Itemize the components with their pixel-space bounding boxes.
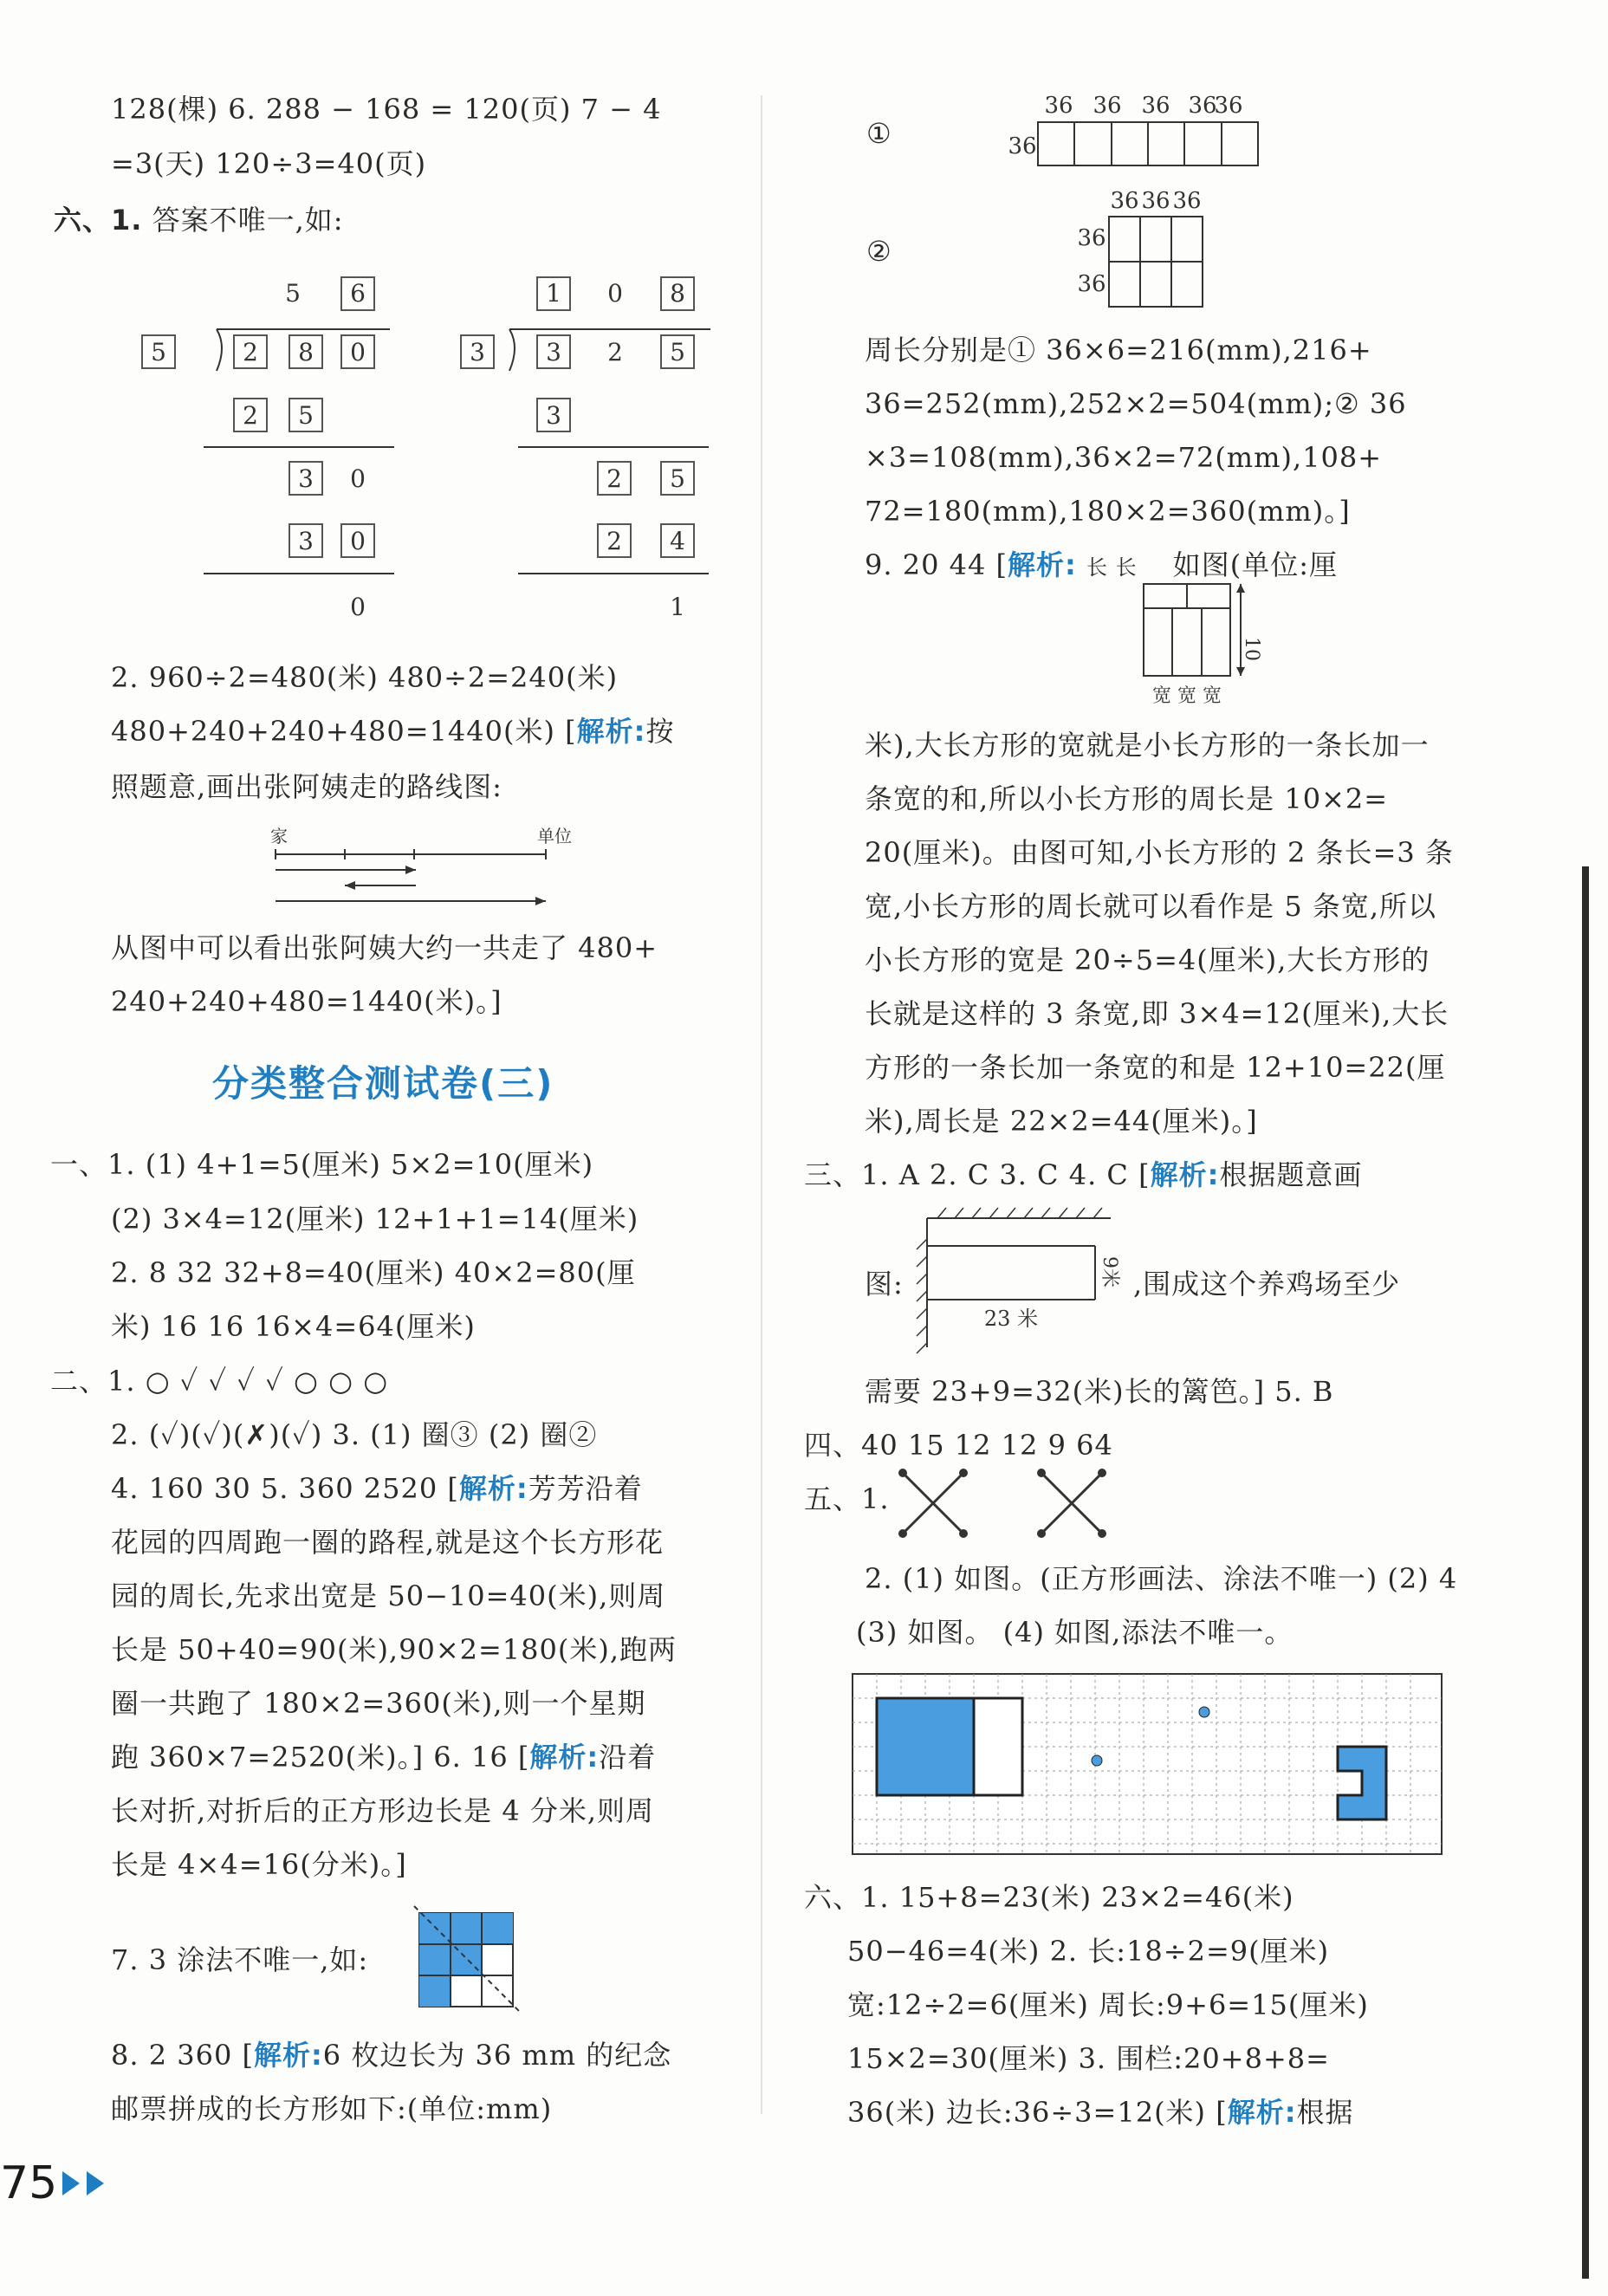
left-column: [0, 0, 780, 2296]
svg-text:36: 36: [1141, 188, 1170, 214]
divisor: 5: [151, 338, 166, 366]
svg-text:1: 1: [670, 593, 685, 621]
answer-line: 三、1. A 2. C 3. C 4. C [解析:根据题意画: [804, 1158, 1363, 1191]
answer-line: ×3=108(mm),36×2=72(mm),108+: [865, 441, 1383, 474]
svg-text:36: 36: [1044, 93, 1073, 119]
answer-line: 图:: [865, 1268, 904, 1300]
folded-square-figure: [414, 1906, 522, 2014]
svg-text:3: 3: [546, 401, 561, 430]
arrow-icon: [62, 2171, 80, 2195]
answer-line: 36(米) 边长:36÷3=12(米) [解析:根据: [847, 2096, 1354, 2129]
svg-text:36: 36: [1141, 93, 1170, 119]
svg-text:8: 8: [670, 279, 685, 308]
svg-text:4: 4: [670, 527, 685, 555]
svg-text:单位: 单位: [537, 826, 572, 846]
answer-line: 从图中可以看出张阿姨大约一共走了 480+: [111, 931, 658, 964]
svg-text:0: 0: [350, 593, 366, 621]
stamp-grid-figure: [1074, 187, 1213, 308]
answer-line: 长是 50+40=90(米),90×2=180(米),跑两: [111, 1633, 678, 1666]
svg-text:36: 36: [1110, 188, 1139, 214]
answer-line: 长就是这样的 3 条宽,即 3×4=12(厘米),大长: [865, 997, 1449, 1030]
answer-line: 宽,小长方形的周长就可以看作是 5 条宽,所以: [865, 890, 1437, 923]
svg-text:1: 1: [546, 279, 561, 308]
svg-text:5: 5: [670, 464, 685, 493]
figure-label: ②: [866, 235, 892, 268]
answer-line: 2. (1) 如图。(正方形画法、涂法不唯一) (2) 4: [865, 1562, 1458, 1595]
svg-text:0: 0: [607, 279, 623, 308]
answer-line: 7. 3 涂法不唯一,如:: [111, 1943, 369, 1976]
answer-line: ,围成这个养鸡场至少: [1133, 1268, 1401, 1300]
answer-line: 4. 160 30 5. 360 2520 [解析:芳芳沿着: [111, 1472, 643, 1505]
cross-figures: [894, 1464, 1119, 1542]
answer-line: 园的周长,先求出宽是 50−10=40(米),则周: [111, 1579, 666, 1612]
stamp-row-labels: [1126, 91, 1265, 122]
dividend-digit: 2: [243, 338, 258, 366]
analysis-label: 解析:: [458, 1472, 528, 1505]
answer-line: 六、1. 15+8=23(米) 23×2=46(米): [804, 1881, 1294, 1914]
rectangle-puzzle-figure: [1126, 572, 1262, 719]
analysis-label: 解析:: [1150, 1158, 1220, 1191]
svg-text:36: 36: [1008, 133, 1037, 159]
answer-line: 15×2=30(厘米) 3. 围栏:20+8+8=: [847, 2042, 1330, 2075]
svg-text:2: 2: [243, 401, 258, 430]
item-label: 六、1.: [54, 204, 143, 237]
svg-text:36: 36: [1093, 93, 1122, 119]
answer-line: 条宽的和,所以小长方形的周长是 10×2=: [865, 782, 1389, 815]
svg-text:23 米: 23 米: [983, 1307, 1039, 1331]
answer-line: 五、1.: [804, 1482, 890, 1515]
page-number: 75: [0, 2157, 58, 2209]
answer-line: 跑 360×7=2520(米)。] 6. 16 [解析:沿着: [111, 1741, 657, 1774]
arrow-icon: [87, 2171, 104, 2195]
answer-line: 2. 8 32 32+8=40(厘米) 40×2=80(厘: [111, 1256, 636, 1289]
svg-text:10: 10: [1241, 637, 1262, 661]
chicken-farm-figure: [903, 1204, 1119, 1352]
answer-line: (2) 3×4=12(厘米) 12+1+1=14(厘米): [111, 1203, 639, 1236]
answer-line: 长是 4×4=16(分米)。]: [111, 1848, 407, 1881]
answer-line: 米) 16 16 16×4=64(厘米): [111, 1310, 476, 1343]
answer-line: 20(厘米)。由图可知,小长方形的 2 条长=3 条: [865, 836, 1454, 869]
answer-line: 照题意,画出张阿姨走的路线图:: [111, 770, 502, 803]
svg-text:9米: 9米: [1099, 1256, 1120, 1287]
svg-text:36: 36: [1077, 271, 1106, 297]
answer-line: 小长方形的宽是 20÷5=4(厘米),大长方形的: [865, 944, 1430, 976]
long-division-1: [130, 260, 416, 641]
svg-text:2: 2: [606, 464, 622, 493]
svg-text:36: 36: [1172, 188, 1202, 214]
answer-line: 240+240+480=1440(米)。]: [111, 985, 502, 1018]
svg-text:宽 宽 宽: 宽 宽 宽: [1152, 685, 1222, 707]
svg-text:家: 家: [270, 826, 288, 846]
answer-line: 长对折,对折后的正方形边长是 4 分米,则周: [111, 1794, 655, 1827]
analysis-label: 解析:: [1227, 2096, 1297, 2129]
svg-text:36: 36: [1077, 225, 1106, 251]
svg-text:0: 0: [350, 527, 366, 555]
item-text: 答案不唯一,如:: [152, 204, 344, 237]
svg-text:2: 2: [607, 338, 623, 366]
section-title: 分类整合测试卷(三): [212, 1062, 554, 1105]
figure-label: ①: [866, 117, 892, 150]
quotient-digit: 6: [350, 279, 366, 308]
answer-line: 36=252(mm),252×2=504(mm);② 36: [865, 387, 1407, 420]
long-division-2: [451, 260, 736, 641]
answer-line: 周长分别是① 36×6=216(mm),216+: [865, 334, 1372, 366]
answer-line: 圈一共跑了 180×2=360(米),则一个星期: [111, 1687, 646, 1720]
answer-line: 50−46=4(米) 2. 长:18÷2=9(厘米): [847, 1935, 1330, 1968]
svg-text:2: 2: [606, 527, 622, 555]
svg-text:3: 3: [546, 338, 561, 366]
dividend-digit: 8: [298, 338, 314, 366]
route-diagram: [260, 821, 589, 917]
answer-line: 米),大长方形的宽就是小长方形的一条长加一: [865, 729, 1430, 762]
answer-line: 72=180(mm),180×2=360(mm)。]: [865, 495, 1351, 528]
svg-text:3: 3: [298, 464, 314, 493]
svg-text:36: 36: [1214, 93, 1243, 119]
svg-text:3: 3: [298, 527, 314, 555]
page-edge-bar: [1582, 866, 1589, 2279]
quotient-digit: 5: [285, 279, 301, 308]
dot-grid-figure: [851, 1672, 1449, 1858]
answer-line: 四、40 15 12 12 9 64: [804, 1429, 1113, 1462]
answer-line: 128(棵) 6. 288 − 168 = 120(页) 7 − 4: [111, 93, 662, 126]
answer-line: 2. 960÷2=480(米) 480÷2=240(米): [111, 661, 619, 694]
svg-text:36: 36: [1188, 93, 1217, 119]
analysis-label: 解析:: [253, 2039, 323, 2072]
svg-text:5: 5: [670, 338, 685, 366]
answer-line: 480+240+240+480=1440(米) [解析:按: [111, 715, 675, 748]
column-divider: [761, 95, 762, 2114]
answer-line: 2. (✓)(✓)(✗)(✓) 3. (1) 圈③ (2) 圈②: [111, 1418, 598, 1451]
answer-line: 方形的一条长加一条宽的和是 12+10=22(厘: [865, 1051, 1446, 1084]
right-column: [780, 0, 1608, 2296]
answer-line: (3) 如图。 (4) 如图,添法不唯一。: [856, 1616, 1294, 1649]
answer-line: [54, 201, 344, 239]
answer-line: 8. 2 360 [解析:6 枚边长为 36 mm 的纪念: [111, 2039, 672, 2072]
svg-text:5: 5: [298, 401, 314, 430]
answer-line: 米),周长是 22×2=44(厘米)。]: [865, 1105, 1258, 1138]
analysis-label: 解析:: [576, 715, 646, 748]
svg-text:0: 0: [350, 464, 366, 493]
answer-line: 花园的四周跑一圈的路程,就是这个长方形花: [111, 1526, 665, 1559]
analysis-label: 解析:: [529, 1741, 600, 1774]
answer-line: 宽:12÷2=6(厘米) 周长:9+6=15(厘米): [847, 1988, 1369, 2021]
answer-line: 一、1. (1) 4+1=5(厘米) 5×2=10(厘米): [50, 1148, 594, 1181]
answer-line: 需要 23+9=32(米)长的篱笆。] 5. B: [865, 1375, 1334, 1408]
answer-line: 邮票拼成的长方形如下:(单位:mm): [111, 2092, 553, 2125]
dividend-digit: 0: [350, 338, 366, 366]
answer-line: 9. 20 44 [解析: 长 长 如图(单位:厘: [865, 548, 1339, 581]
svg-text:3: 3: [470, 338, 485, 366]
analysis-label: 解析:: [1007, 548, 1077, 581]
answer-line: =3(天) 120÷3=40(页): [111, 147, 427, 180]
answer-line: 二、1. ○ ✓ ✓ ✓ ✓ ○ ○ ○: [50, 1365, 389, 1398]
